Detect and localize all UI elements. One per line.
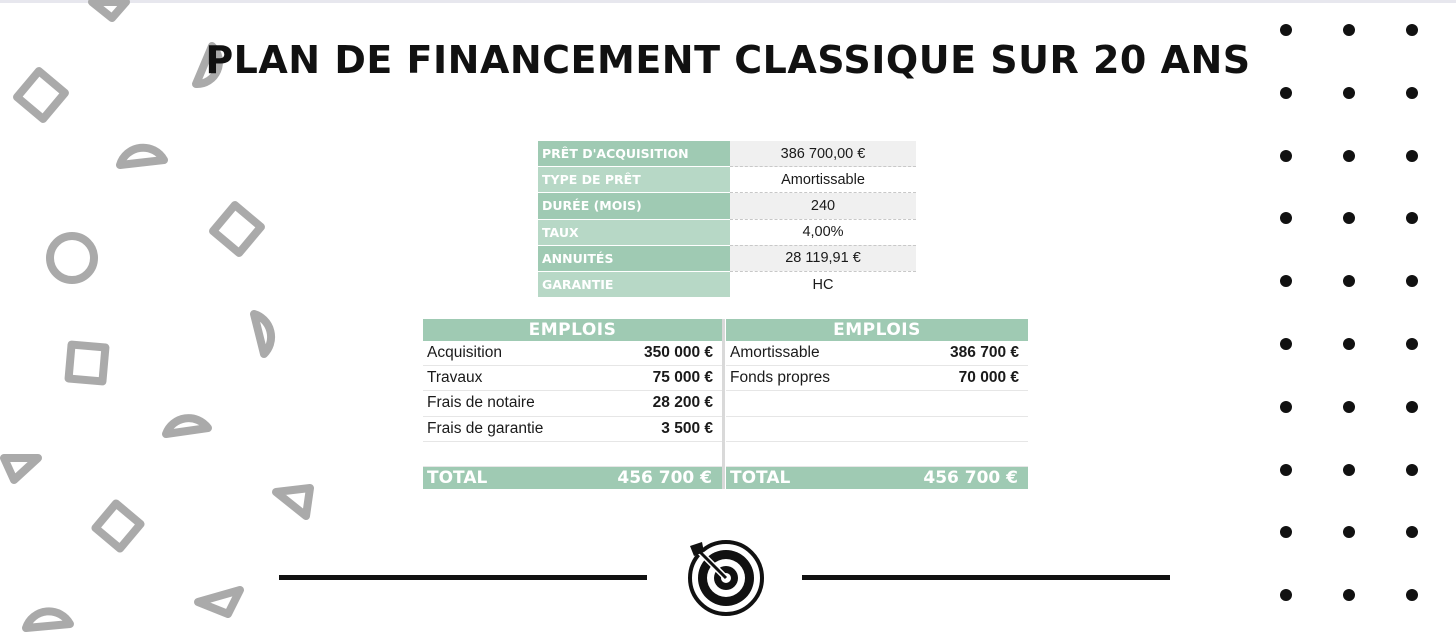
loan-value: 386 700,00 € — [730, 141, 916, 167]
loan-label: DURÉE (MOIS) — [538, 193, 730, 219]
total-amount: 456 700 € — [877, 466, 1028, 489]
loan-row — [538, 271, 916, 297]
total-row — [726, 466, 1028, 489]
table-row — [423, 366, 724, 391]
square-shape — [95, 503, 140, 548]
loan-label: ANNUITÉS — [538, 245, 730, 271]
row-label — [726, 416, 877, 441]
sources-header: EMPLOIS — [726, 319, 1028, 341]
row-amount: 386 700 € — [877, 341, 1028, 366]
row-label — [726, 391, 877, 416]
half-circle-shape — [166, 418, 208, 434]
row-label: Travaux — [423, 366, 582, 391]
sources-table — [726, 319, 1028, 489]
circle-shape — [50, 236, 94, 280]
loan-value: HC — [730, 271, 916, 297]
loan-label: PRÊT D'ACQUISITION — [538, 141, 730, 167]
row-amount — [582, 441, 723, 466]
total-label: TOTAL — [423, 466, 582, 489]
dot-grid — [1268, 18, 1438, 618]
table-row — [423, 441, 724, 466]
loan-row — [538, 219, 916, 245]
row-label: Amortissable — [726, 341, 877, 366]
loan-label: TAUX — [538, 219, 730, 245]
loan-row — [538, 245, 916, 271]
triangle-shape — [276, 488, 310, 516]
divider-right — [802, 575, 1170, 580]
loan-row — [538, 193, 916, 219]
loan-value: 28 119,91 € — [730, 245, 916, 271]
half-circle-shape — [254, 314, 271, 354]
row-label: Frais de notaire — [423, 391, 582, 416]
loan-label: TYPE DE PRÊT — [538, 167, 730, 193]
row-amount: 75 000 € — [582, 366, 723, 391]
table-row — [423, 416, 724, 441]
table-row — [726, 341, 1028, 366]
row-label — [726, 441, 877, 466]
row-amount — [877, 441, 1028, 466]
row-amount: 70 000 € — [877, 366, 1028, 391]
target-icon — [686, 538, 766, 618]
row-amount: 3 500 € — [582, 416, 723, 441]
loan-label: GARANTIE — [538, 271, 730, 297]
row-amount: 28 200 € — [582, 391, 723, 416]
page-title: PLAN DE FINANCEMENT CLASSIQUE SUR 20 ANS — [205, 38, 1251, 82]
table-row — [726, 441, 1028, 466]
table-row — [423, 341, 724, 366]
table-row — [423, 391, 724, 416]
loan-row — [538, 141, 916, 167]
row-amount — [877, 391, 1028, 416]
row-label: Acquisition — [423, 341, 582, 366]
total-amount: 456 700 € — [582, 466, 723, 489]
half-circle-shape — [120, 148, 164, 165]
row-label: Fonds propres — [726, 366, 877, 391]
uses-table — [423, 319, 725, 489]
half-circle-shape — [26, 611, 70, 628]
loan-row — [538, 167, 916, 193]
loan-value: 240 — [730, 193, 916, 219]
row-amount — [877, 416, 1028, 441]
square-shape — [92, 2, 126, 18]
table-row — [726, 366, 1028, 391]
triangle-shape — [4, 458, 38, 480]
loan-value: Amortissable — [730, 167, 916, 193]
square-shape — [213, 205, 261, 253]
table-row — [726, 391, 1028, 416]
square-shape — [69, 345, 106, 382]
row-label: Frais de garantie — [423, 416, 582, 441]
total-label: TOTAL — [726, 466, 877, 489]
row-amount: 350 000 € — [582, 341, 723, 366]
total-row — [423, 466, 724, 489]
loan-value: 4,00% — [730, 219, 916, 245]
triangle-shape — [198, 590, 240, 614]
row-label — [423, 441, 582, 466]
decorative-shapes — [0, 0, 330, 642]
table-row — [726, 416, 1028, 441]
loan-info-table — [538, 141, 916, 298]
uses-header: EMPLOIS — [423, 319, 724, 341]
divider-left — [279, 575, 647, 580]
